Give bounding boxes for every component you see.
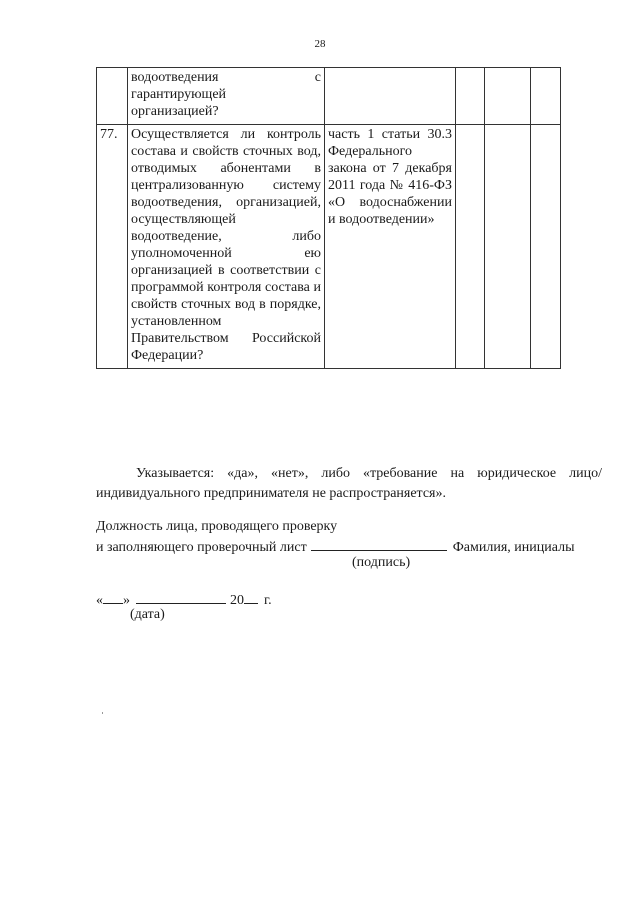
answer-cell (531, 68, 561, 125)
page-number: 28 (314, 38, 326, 50)
answer-cell (485, 125, 531, 369)
date-close-quote: » (123, 593, 130, 608)
signature-block (96, 517, 606, 557)
checklist-table (96, 67, 561, 369)
law-reference-cell (325, 68, 456, 125)
question-cell (128, 68, 325, 125)
inspector-position-label: Должность лица, проводящего проверку (96, 519, 338, 534)
date-line (96, 589, 272, 610)
name-initials-label: Фамилия, инициалы (452, 540, 575, 555)
signature-field[interactable] (311, 536, 447, 551)
date-caption: (дата) (130, 607, 165, 622)
table-row (97, 68, 561, 125)
row-number (97, 68, 128, 125)
row-number: 77. (97, 125, 128, 369)
day-field[interactable] (103, 589, 123, 604)
date-open-quote: « (96, 593, 103, 608)
answer-cell (531, 125, 561, 369)
scan-speck (102, 712, 103, 714)
question-text: водоотведения с (131, 70, 321, 85)
signature-caption: (подпись) (352, 555, 411, 570)
question-cell: Осуществляется ли контроль состава и свойств сточных вод, отводимых абонентами в централизованную систему водоотведения, организацией, осуществляющей водоотведение, либо уполномоченной ею организацией в соответствии с программой контроля состава и свойств сточных вод в порядке, установленном Правительством Российской Федерации? (128, 125, 325, 369)
table-row (97, 125, 561, 369)
note-text: Указывается: «да», «нет», либо «требование на юридическое лицо/индивидуального предпринимателя не распространяется». (96, 466, 602, 501)
answer-cell (456, 125, 485, 369)
inspector-checklist-label: и заполняющего проверочный лист (96, 540, 307, 555)
year-suffix: г. (264, 593, 272, 608)
month-field[interactable] (136, 589, 226, 604)
year-prefix: 20 (230, 593, 244, 608)
law-reference-cell: часть 1 статьи 30.3 Федерального закона от 7 декабря 2011 года № 416-ФЗ «О водоснабжении и водоотведении» (325, 125, 456, 369)
answer-cell (485, 68, 531, 125)
year-field[interactable] (244, 589, 258, 604)
answer-cell (456, 68, 485, 125)
question-text: гарантирующей организацией? (131, 87, 227, 119)
